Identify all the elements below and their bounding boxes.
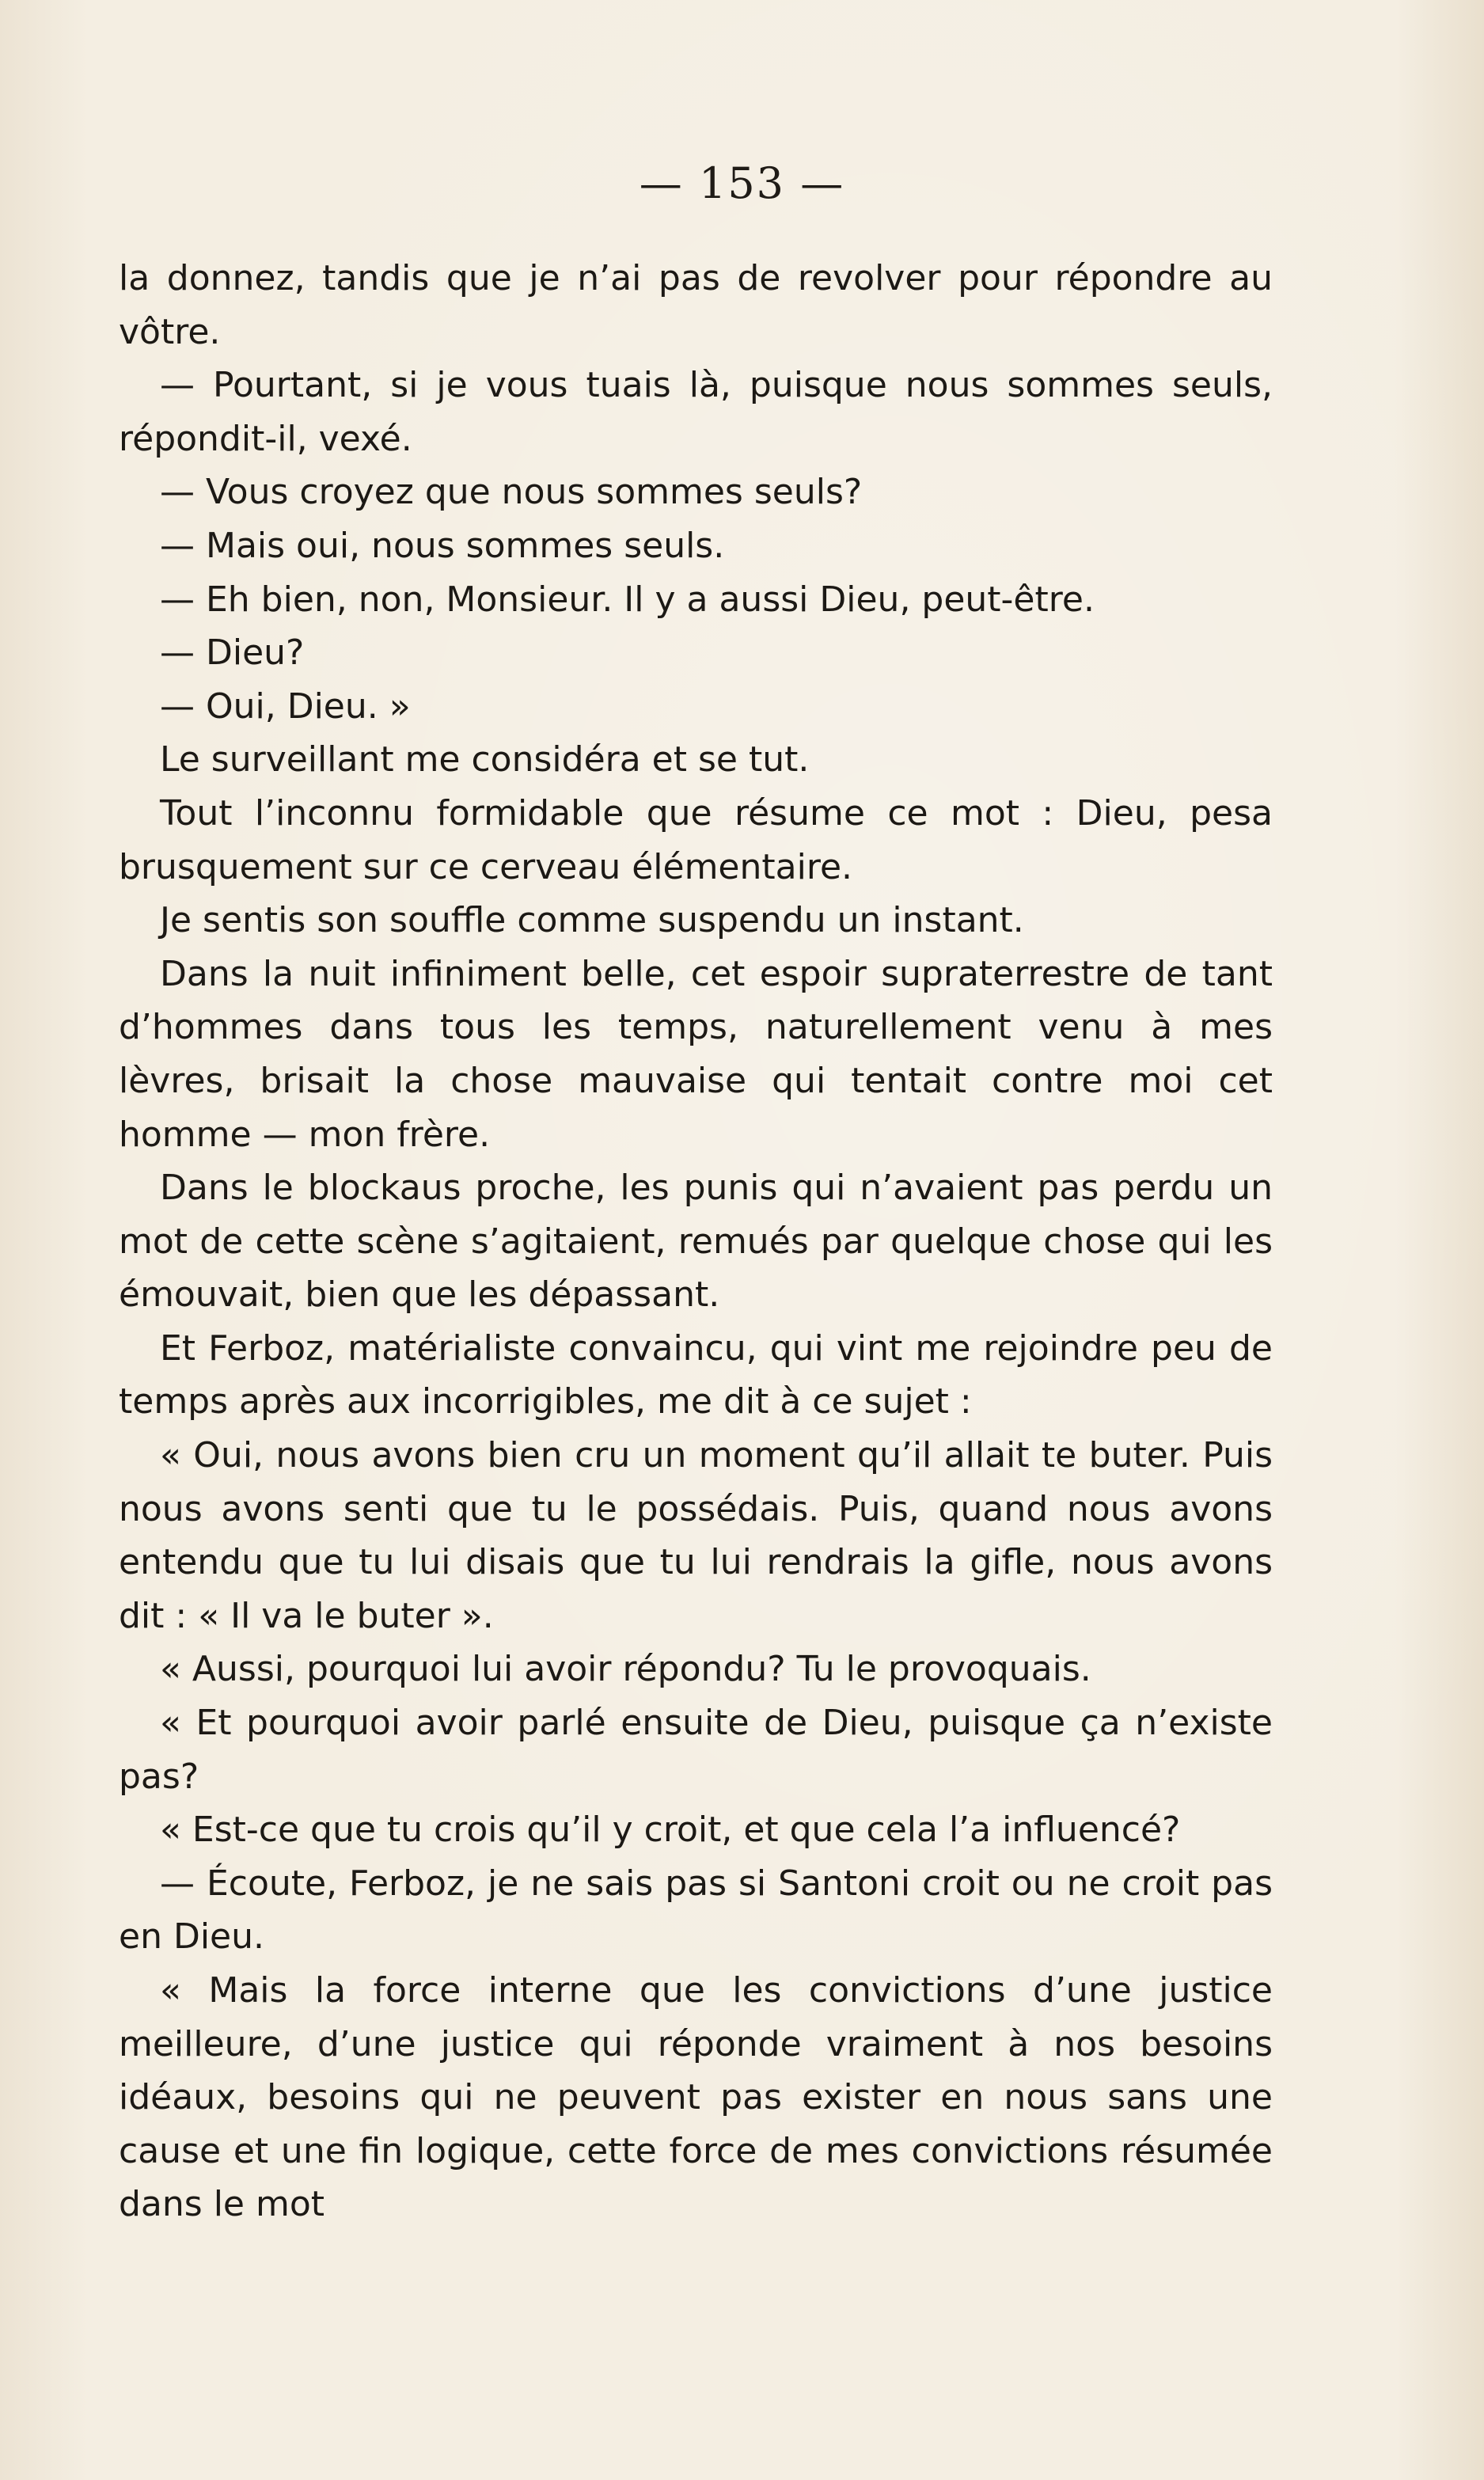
paragraph: « Mais la force interne que les convictions d’une justice meilleure, d’une justice qui réponde vraiment à nos besoins idéaux, besoins qui ne peuvent pas exister en nous sans une cause et une fin logique, cette force de mes convictions résumée dans le mot [119,1970,1273,2225]
paragraph: Le surveillant me considéra et se tut. [160,739,810,780]
paragraph: Dans le blockaus proche, les punis qui n’avaient pas perdu un mot de cette scène s’agitaient, remués par quelque chose qui les émouvait, bien que les dépassant. [119,1168,1273,1316]
paragraph: — Mais oui, nous sommes seuls. [160,525,725,566]
paragraph: — Écoute, Ferboz, je ne sais pas si Santoni croit ou ne croit pas en Dieu. [119,1863,1273,1958]
paragraph: — Pourtant, si je vous tuais là, puisque nous sommes seuls, répondit-il, vexé. [119,365,1273,459]
paragraph: — Vous croyez que nous sommes seuls? [160,472,863,513]
paragraph: Tout l’inconnu formidable que résume ce mot : Dieu, pesa brusquement sur ce cerveau élémentaire. [119,792,1273,887]
paragraph: — Eh bien, non, Monsieur. Il y a aussi Dieu, peut-être. [160,579,1095,620]
paragraph: « Aussi, pourquoi lui avoir répondu? Tu le provoquais. [160,1649,1091,1690]
body-text [119,252,1273,2231]
paragraph: la donnez, tandis que je n’ai pas de revolver pour répondre au vôtre. [119,258,1273,352]
paragraph: — Oui, Dieu. » [160,686,411,727]
paragraph: « Est-ce que tu crois qu’il y croit, et que cela l’a influencé? [160,1810,1181,1851]
paragraph: Et Ferboz, matérialiste convaincu, qui vint me rejoindre peu de temps après aux incorrigibles, me dit à ce sujet : [119,1327,1273,1422]
paragraph: « Et pourquoi avoir parlé ensuite de Dieu, puisque ça n’existe pas? [119,1703,1273,1797]
page-number: — 153 — [639,158,845,208]
paragraph: Je sentis son souffle comme suspendu un instant. [160,900,1024,941]
paragraph: Dans la nuit infiniment belle, cet espoir supraterrestre de tant d’hommes dans tous les temps, naturellement venu à mes lèvres, brisait la chose mauvaise qui tentait contre moi cet homme — mon frère. [119,953,1273,1155]
paragraph: — Dieu? [160,632,305,674]
paragraph: « Oui, nous avons bien cru un moment qu’il allait te buter. Puis nous avons senti que tu le possédais. Puis, quand nous avons entendu que tu lui disais que tu lui rendrais la gifle, nous avons dit : « Il va le buter ». [119,1435,1273,1636]
